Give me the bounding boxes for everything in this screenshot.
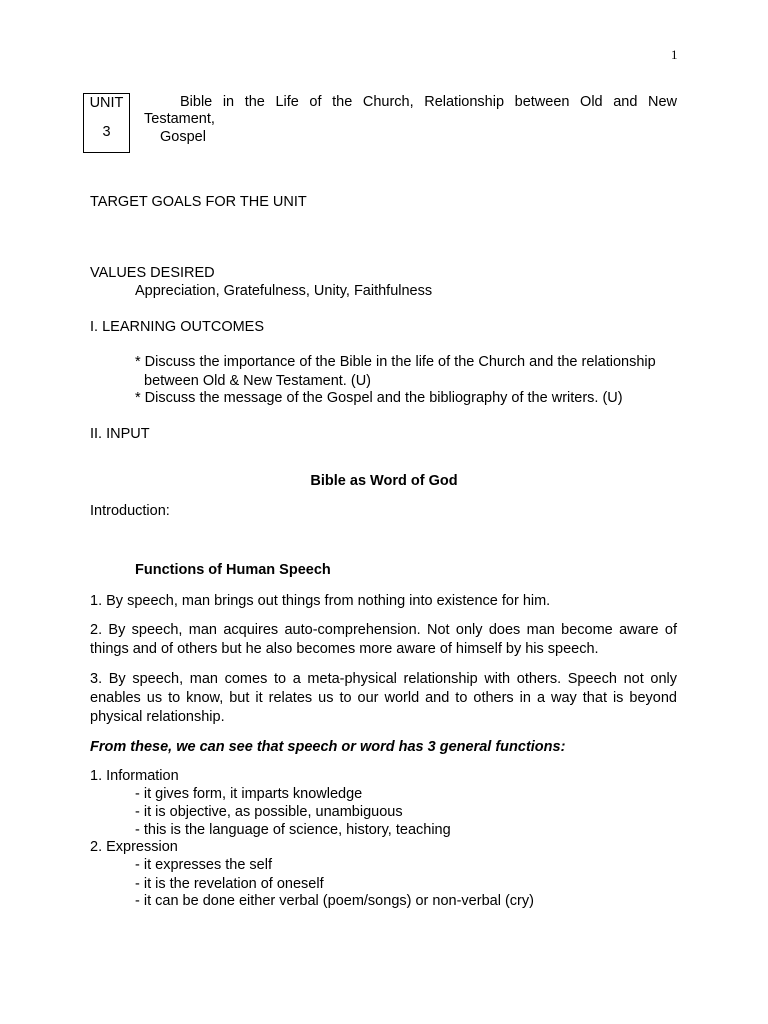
learning-outcome-1-line2: between Old & New Testament. (U) (144, 373, 371, 389)
input-heading: II. INPUT (90, 426, 150, 442)
paragraph-2: 2. By speech, man acquires auto-comprehension. Not only does man become aware of things and of others but he also becomes more aware of himself by his speech. (90, 622, 677, 657)
function-2-item: - it can be done either verbal (poem/songs) or non-verbal (cry) (135, 893, 534, 909)
function-2-item: - it expresses the self (135, 857, 272, 873)
unit-box (83, 93, 130, 153)
function-1-title: 1. Information (90, 768, 179, 784)
unit-label: UNIT (89, 95, 124, 111)
emphasis-statement: From these, we can see that speech or word has 3 general functions: (90, 739, 566, 755)
values-heading: VALUES DESIRED (90, 265, 215, 281)
learning-outcome-2: * Discuss the message of the Gospel and the bibliography of the writers. (U) (135, 390, 623, 406)
function-1-item: - this is the language of science, history, teaching (135, 822, 451, 838)
values-list: Appreciation, Gratefulness, Unity, Faithfulness (135, 283, 433, 299)
target-goals-heading: TARGET GOALS FOR THE UNIT (90, 194, 307, 210)
function-2-title: 2. Expression (90, 839, 178, 855)
paragraph-1: 1. By speech, man brings out things from nothing into existence for him. (90, 593, 551, 609)
function-1-item: - it is objective, as possible, unambiguous (135, 804, 403, 820)
section-title: Bible as Word of God (310, 473, 458, 489)
unit-title-line3: Gospel (160, 129, 206, 145)
introduction-label: Introduction: (90, 503, 170, 519)
unit-title-line1: Bible in the Life of the Church, Relationship between Old and New (180, 94, 677, 110)
paragraph-3: 3. By speech, man comes to a meta-physical relationship with others. Speech not only enables us to know, but it relates us to our world and to others in a way that is beyond physical relationship. (90, 671, 677, 725)
unit-number: 3 (102, 124, 111, 140)
learning-outcomes-heading: I. LEARNING OUTCOMES (90, 319, 265, 335)
functions-heading: Functions of Human Speech (135, 562, 331, 578)
learning-outcome-1-line1: * Discuss the importance of the Bible in the life of the Church and the relationship (135, 354, 656, 370)
page-number: 1 (671, 47, 678, 62)
function-2-item: - it is the revelation of oneself (135, 876, 324, 892)
function-1-item: - it gives form, it imparts knowledge (135, 786, 363, 802)
unit-title-line2: Testament, (144, 111, 215, 127)
